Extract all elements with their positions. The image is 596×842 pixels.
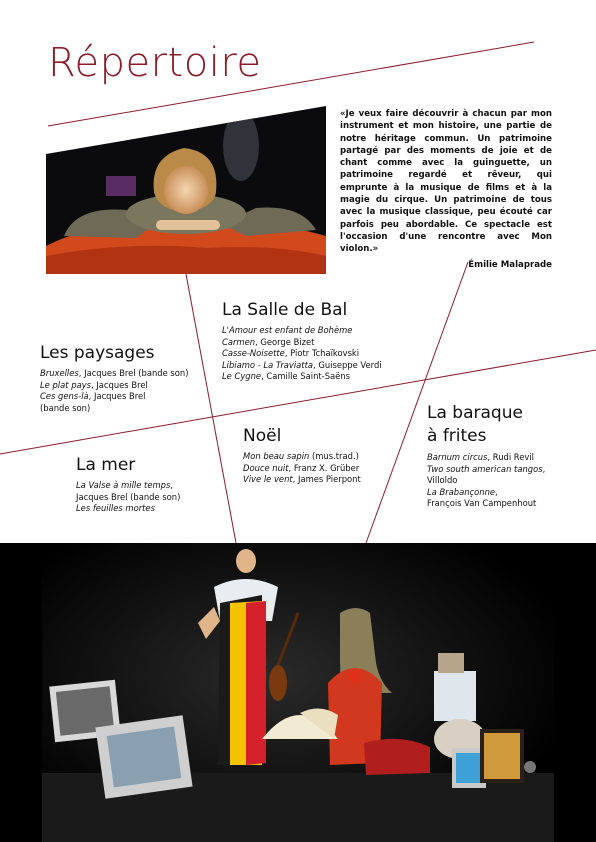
song-item: Douce nuit, Franz X. Grüber (243, 462, 360, 473)
song-item: Bruxelles, Jacques Brel (bande son) (40, 368, 189, 378)
page-title: Répertoire (48, 40, 262, 86)
song-item: Le plat pays, Jacques Brel (40, 379, 148, 390)
song-item: Casse-Noisette, Piotr Tchaïkovski (222, 348, 360, 359)
song-item: Mon beau sapin (mus.trad.) (243, 451, 359, 461)
section-title: La mer (76, 455, 136, 475)
section-la-mer (76, 455, 180, 515)
song-item: François Van Campenhout (427, 498, 537, 509)
section-title: Noël (243, 426, 282, 446)
song-item: (bande son) (40, 402, 91, 413)
section-paysages (40, 343, 188, 414)
quote-text: «Je veux faire découvrir à chacun par mon instrument et mon histoire, une partie de notre héritage commun. Un patrimoine partagé par des moments de joie et de chant comme avec la guinguette, un patrimoine regardé et rêveur, qui emprunte à la musique de films et à la magie du cirque. Un patrimoine de tous avec la musique classique, peu écouté car parfois peu abordable. Ce spectacle est l'occasion d'une rencontre avec Mon violon.» (340, 109, 552, 255)
section-salle-de-bal (222, 300, 382, 383)
song-item: Ces gens-là, Jacques Brel (40, 391, 146, 402)
section-baraque-a-frites (427, 402, 545, 510)
song-item: Libiamo - La Traviatta, Guiseppe Verdi (222, 359, 382, 370)
quote-author: Émilie Malaprade (468, 260, 552, 270)
song-item: Les feuilles mortes (76, 503, 155, 514)
song-list (243, 451, 361, 486)
song-item: Villoldo (427, 475, 458, 486)
song-item: Vive le vent, James Pierpont (243, 474, 361, 485)
song-item: L'Amour est enfant de Bohème (222, 325, 353, 335)
song-item: Jacques Brel (bande son) (76, 491, 181, 502)
song-list (427, 452, 545, 510)
song-list (76, 480, 180, 515)
stage-photo (0, 543, 596, 842)
section-title: Les paysages (40, 343, 155, 363)
section-title: La Salle de Bal (222, 300, 348, 320)
portrait-photo (46, 106, 326, 274)
song-list (222, 325, 382, 383)
song-item: Carmen, George Bizet (222, 336, 315, 347)
song-item: Barnum circus, Rudi Revil (427, 452, 535, 462)
song-item: La Valse à mille temps, (76, 480, 173, 490)
song-item: Two south american tangos, (427, 463, 546, 474)
song-item: Le Cygne, Camille Saint-Saëns (222, 371, 350, 382)
song-item: La Brabançonne, (427, 486, 498, 497)
section-noel (243, 426, 361, 486)
song-list (40, 368, 188, 414)
section-title: La baraque à frites (427, 403, 523, 446)
